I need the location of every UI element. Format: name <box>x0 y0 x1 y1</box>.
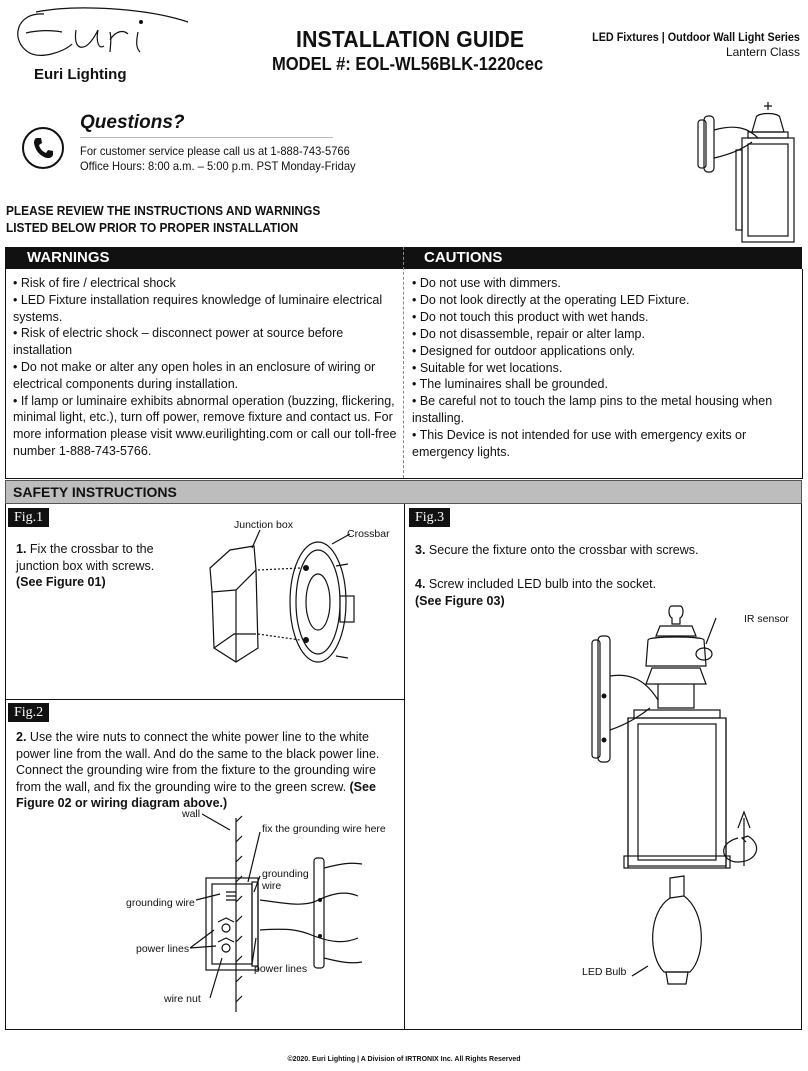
fig3-step4-text: Screw included LED bulb into the socket. <box>425 577 657 591</box>
fig3-step3 <box>415 542 795 559</box>
office-hours: Office Hours: 8:00 a.m. – 5:00 p.m. PST Monday-Friday <box>80 159 356 173</box>
caution-item: • Do not look directly at the operating LED Fixture. <box>412 292 690 307</box>
safety-title: SAFETY INSTRUCTIONS <box>13 484 177 500</box>
model-number: MODEL #: EOL-WL56BLK-1220cec <box>272 54 544 74</box>
warning-item: • Do not make or alter any open holes in an enclosure of wiring or electrical components during installation. <box>13 359 376 391</box>
label-led-bulb: LED Bulb <box>582 966 627 978</box>
label-grounding-wire: grounding wire <box>126 897 195 909</box>
cautions-title: CAUTIONS <box>424 249 503 266</box>
caution-item: • This Device is not intended for use with emergency exits or emergency lights. <box>412 428 747 460</box>
fig1-ref: (See Figure 01) <box>16 575 106 589</box>
safety-header <box>5 480 802 504</box>
questions-divider <box>80 137 333 138</box>
fig2-text: Use the wire nuts to connect the white power line to the white power line from the wall. And do the same to the black power line. Connect the grounding wire from the fixture to the grounding wire from the wall, and fix the grounding wire to the green screw. <box>16 730 380 794</box>
label-fix-grounding: fix the grounding wire here <box>262 823 386 835</box>
fig1-step-number: 1. <box>16 542 27 556</box>
label-crossbar: Crossbar <box>347 528 390 540</box>
fig2-step-number: 2. <box>16 730 27 744</box>
warning-item: • Risk of electric shock – disconnect power at source before installation <box>13 326 344 358</box>
caution-item: • Be careful not to touch the lamp pins to the metal housing when installing. <box>412 394 773 426</box>
fig3-ref: (See Figure 03) <box>415 593 505 608</box>
warnings-cautions-divider <box>403 247 405 478</box>
caution-item: • Do not touch this product with wet hands. <box>412 309 649 324</box>
warnings-list <box>13 275 399 460</box>
caution-item: • Do not use with dimmers. <box>412 276 561 290</box>
contact-info <box>80 144 356 174</box>
euri-script-logo-image <box>6 0 196 70</box>
cautions-list <box>412 275 796 461</box>
fig2-instructions <box>16 729 400 812</box>
label-wire-nut: wire nut <box>164 993 201 1005</box>
contact-phone: For customer service please call us at 1-888-743-5766 <box>80 144 350 158</box>
warning-item: • If lamp or luminaire exhibits abnormal operation (buzzing, flickering, minimal light, etc.), turn off power, remove fixture and contact us. For more information please visit www.eurilighting.com or call our toll-free number 1-888-743-5766. <box>13 393 397 458</box>
fig2-illustration <box>190 812 390 1022</box>
label-power-lines-right: power lines <box>254 963 308 975</box>
fig3-step3-text: Secure the fixture onto the crossbar with screws. <box>425 543 699 557</box>
fig3-illustration <box>588 600 798 1025</box>
label-power-lines: power lines <box>136 943 190 955</box>
fig1-illustration <box>200 530 400 695</box>
review-line-2: LISTED BELOW PRIOR TO PROPER INSTALLATION <box>6 221 299 235</box>
review-line-1: PLEASE REVIEW THE INSTRUCTIONS AND WARNINGS <box>6 204 321 218</box>
fig1-tag: Fig.1 <box>8 508 49 527</box>
footer-copyright: ©2020. Euri Lighting | A Division of IRTRONIX Inc. All Rights Reserved <box>287 1056 521 1063</box>
warning-item: • Risk of fire / electrical shock <box>13 276 176 290</box>
product-category: LED Fixtures | Outdoor Wall Light Series <box>592 30 800 44</box>
caution-item: • Do not disassemble, repair or alter lamp. <box>412 326 645 341</box>
figures-horizontal-divider <box>5 699 405 700</box>
caution-item: • Suitable for wet locations. <box>412 360 563 375</box>
label-wall: wall <box>182 808 201 820</box>
euri-logo <box>6 0 196 70</box>
product-class: Lantern Class <box>725 45 800 59</box>
label-ir-sensor: IR sensor <box>744 613 789 625</box>
fig2-ref: (See Figure 02 or wiring diagram above.) <box>16 779 376 810</box>
label-grounding-wire-right-line2: wire <box>262 880 282 892</box>
brand-name: Euri Lighting <box>34 66 127 83</box>
label-grounding-wire-right-line1: grounding <box>262 868 309 880</box>
lantern-illustration-header <box>696 98 802 244</box>
fig3-tag: Fig.3 <box>409 508 450 527</box>
review-notice <box>6 203 320 237</box>
page-title: INSTALLATION GUIDE <box>296 26 525 52</box>
caution-item: • Designed for outdoor applications only. <box>412 343 636 358</box>
fig3-step3-number: 3. <box>415 543 426 557</box>
questions-title: Questions? <box>80 112 185 133</box>
fig3-step4-number: 4. <box>415 577 426 591</box>
fig1-text: Fix the crossbar to the junction box with screws. <box>16 542 155 573</box>
label-junction-box: Junction box <box>234 519 293 531</box>
warnings-title: WARNINGS <box>27 249 110 266</box>
fig2-tag: Fig.2 <box>8 703 49 722</box>
warning-item: • LED Fixture installation requires knowledge of luminaire electrical systems. <box>13 292 383 324</box>
fig1-instructions <box>16 541 166 591</box>
phone-icon <box>22 127 64 169</box>
caution-item: • The luminaires shall be grounded. <box>412 377 608 392</box>
figures-vertical-divider <box>404 504 405 1030</box>
